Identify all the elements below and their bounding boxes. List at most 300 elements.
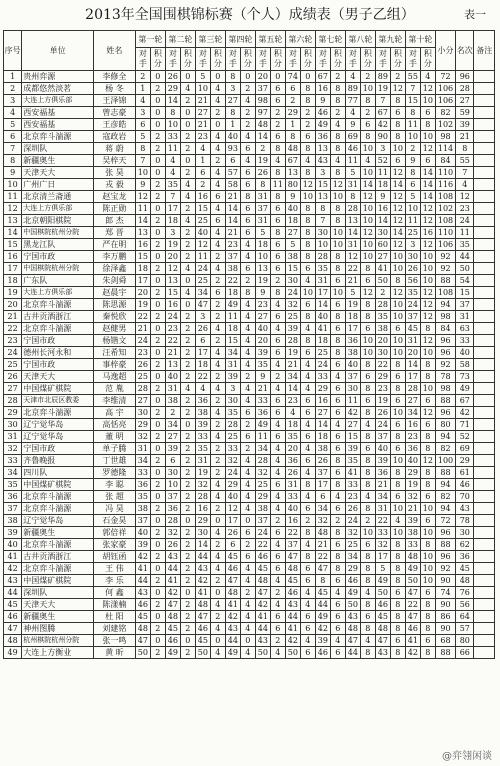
opponent-cell: 44 <box>345 647 360 659</box>
seq-cell: 49 <box>4 647 22 659</box>
header-score: 积分 <box>420 48 435 71</box>
opponent-cell: 41 <box>165 575 180 587</box>
score-cell: 8 <box>420 431 435 443</box>
note-cell <box>474 191 495 203</box>
opponent-cell: 37 <box>225 251 240 263</box>
unit-cell: 辽宁觉华岛 <box>22 431 94 443</box>
table-row <box>4 395 495 407</box>
seq-cell: 36 <box>4 491 22 503</box>
opponent-cell: 17 <box>345 323 360 335</box>
unit-cell: 宁国市政 <box>22 335 94 347</box>
score-cell: 0 <box>210 119 225 131</box>
note-cell <box>474 347 495 359</box>
score-cell: 4 <box>240 383 255 395</box>
opponent-cell: 18 <box>195 359 210 371</box>
score-cell: 6 <box>390 323 405 335</box>
name-cell: 何 鑫 <box>94 587 136 599</box>
note-cell <box>474 575 495 587</box>
seq-cell: 2 <box>4 83 22 95</box>
opponent-cell: 48 <box>255 575 270 587</box>
opponent-cell: 10 <box>405 203 420 215</box>
name-cell: 陈正勋 <box>94 203 136 215</box>
opponent-cell: 27 <box>405 395 420 407</box>
score-cell: 8 <box>360 359 375 371</box>
table-row <box>4 347 495 359</box>
note-cell <box>474 275 495 287</box>
opponent-cell: 27 <box>315 407 330 419</box>
score-cell: 4 <box>270 455 285 467</box>
score-cell: 2 <box>180 143 195 155</box>
opponent-cell: 40 <box>285 503 300 515</box>
opponent-cell: 4 <box>165 155 180 167</box>
opponent-cell: 98 <box>255 95 270 107</box>
opponent-cell: 11 <box>345 155 360 167</box>
opponent-cell: 9 <box>405 155 420 167</box>
score-cell: 8 <box>330 311 345 323</box>
score-cell: 4 <box>300 155 315 167</box>
opponent-cell: 42 <box>315 623 330 635</box>
rank-cell: 15 <box>456 287 474 299</box>
opponent-cell: 8 <box>225 71 240 83</box>
score-cell: 10 <box>360 83 375 95</box>
header-round: 第二轮 <box>165 31 195 48</box>
score-cell: 2 <box>180 95 195 107</box>
name-cell: 杨锴文 <box>94 335 136 347</box>
score-cell: 4 <box>210 227 225 239</box>
score-cell: 4 <box>300 359 315 371</box>
opponent-cell: 35 <box>375 311 390 323</box>
score-cell: 0 <box>180 119 195 131</box>
rank-cell: 58 <box>456 359 474 371</box>
score-cell: 8 <box>330 455 345 467</box>
opponent-cell: 43 <box>225 623 240 635</box>
opponent-cell: 16 <box>135 239 150 251</box>
opponent-cell: 12 <box>135 191 150 203</box>
opponent-cell: 7 <box>375 95 390 107</box>
score-cell: 8 <box>360 647 375 659</box>
header-round: 第四轮 <box>225 31 255 48</box>
score-cell: 0 <box>240 515 255 527</box>
table-row <box>4 191 495 203</box>
opponent-cell: 17 <box>135 275 150 287</box>
score-cell: 4 <box>240 299 255 311</box>
score-cell: 0 <box>210 515 225 527</box>
note-cell <box>474 587 495 599</box>
name-cell: 王泽锦 <box>94 95 136 107</box>
opponent-cell: 48 <box>405 551 420 563</box>
score-cell: 4 <box>240 563 255 575</box>
opponent-cell: 29 <box>405 467 420 479</box>
opponent-cell: 29 <box>255 491 270 503</box>
score-cell: 2 <box>150 239 165 251</box>
opponent-cell: 34 <box>345 551 360 563</box>
total-cell: 110 <box>435 167 455 179</box>
score-cell: 0 <box>180 635 195 647</box>
score-cell: 4 <box>180 179 195 191</box>
opponent-cell: 46 <box>345 575 360 587</box>
name-cell: 事梓豪 <box>94 359 136 371</box>
score-cell: 0 <box>180 587 195 599</box>
unit-cell: 宁国市政 <box>22 251 94 263</box>
score-cell: 2 <box>180 347 195 359</box>
score-cell: 6 <box>360 323 375 335</box>
score-cell: 4 <box>360 419 375 431</box>
score-cell: 8 <box>300 527 315 539</box>
opponent-cell: 8 <box>345 191 360 203</box>
score-cell: 0 <box>150 119 165 131</box>
opponent-cell: 18 <box>315 335 330 347</box>
score-cell: 2 <box>180 539 195 551</box>
total-cell: 94 <box>435 299 455 311</box>
score-cell: 2 <box>150 647 165 659</box>
unit-cell: 成都悠然淡茗 <box>22 83 94 95</box>
score-cell: 4 <box>210 599 225 611</box>
opponent-cell: 39 <box>255 347 270 359</box>
opponent-cell: 37 <box>255 83 270 95</box>
opponent-cell: 46 <box>225 563 240 575</box>
opponent-cell: 32 <box>135 431 150 443</box>
score-cell: 6 <box>240 527 255 539</box>
opponent-cell: 5 <box>135 131 150 143</box>
opponent-cell: 5 <box>345 167 360 179</box>
opponent-cell: 50 <box>405 575 420 587</box>
rank-cell: 66 <box>456 647 474 659</box>
opponent-cell: 41 <box>255 611 270 623</box>
opponent-cell: 6 <box>285 83 300 95</box>
score-cell: 4 <box>210 143 225 155</box>
rank-cell: 37 <box>456 299 474 311</box>
opponent-cell: 12 <box>165 263 180 275</box>
score-cell: 12 <box>390 191 405 203</box>
score-cell: 8 <box>330 551 345 563</box>
score-cell: 4 <box>270 419 285 431</box>
score-cell: 2 <box>150 623 165 635</box>
score-cell: 10 <box>390 311 405 323</box>
score-cell: 6 <box>390 635 405 647</box>
score-cell: 2 <box>150 407 165 419</box>
opponent-cell: 23 <box>135 347 150 359</box>
opponent-cell: 7 <box>165 191 180 203</box>
note-cell <box>474 599 495 611</box>
opponent-cell: 24 <box>405 299 420 311</box>
opponent-cell: 44 <box>315 599 330 611</box>
opponent-cell: 33 <box>405 539 420 551</box>
score-cell: 4 <box>300 599 315 611</box>
rank-cell: 73 <box>456 371 474 383</box>
note-cell <box>474 71 495 83</box>
total-cell: 96 <box>435 335 455 347</box>
header-round: 第一轮 <box>135 31 165 48</box>
score-cell: 2 <box>180 371 195 383</box>
opponent-cell: 28 <box>135 383 150 395</box>
score-cell: 4 <box>210 203 225 215</box>
opponent-cell: 38 <box>285 251 300 263</box>
rank-cell: 11 <box>456 227 474 239</box>
note-cell <box>474 215 495 227</box>
score-cell: 14 <box>420 191 435 203</box>
score-cell: 0 <box>150 323 165 335</box>
name-cell: 高恬亮 <box>94 419 136 431</box>
score-cell: 2 <box>180 467 195 479</box>
opponent-cell: 49 <box>255 419 270 431</box>
opponent-cell: 29 <box>375 371 390 383</box>
opponent-cell: 46 <box>195 623 210 635</box>
seq-cell: 19 <box>4 287 22 299</box>
opponent-cell: 21 <box>405 503 420 515</box>
total-cell: 106 <box>435 239 455 251</box>
score-cell: 12 <box>300 179 315 191</box>
score-cell: 2 <box>360 515 375 527</box>
opponent-cell: 69 <box>345 131 360 143</box>
score-cell: 0 <box>180 419 195 431</box>
score-cell: 2 <box>240 371 255 383</box>
score-cell: 12 <box>390 215 405 227</box>
note-cell <box>474 95 495 107</box>
opponent-cell: 5 <box>195 71 210 83</box>
table-row <box>4 623 495 635</box>
score-cell: 4 <box>300 467 315 479</box>
score-cell: 2 <box>270 587 285 599</box>
score-cell: 10 <box>360 335 375 347</box>
opponent-cell: 58 <box>225 179 240 191</box>
opponent-cell: 21 <box>345 275 360 287</box>
score-cell: 4 <box>210 563 225 575</box>
score-cell: 2 <box>180 131 195 143</box>
name-cell: 蒋 蔚 <box>94 143 136 155</box>
note-cell <box>474 167 495 179</box>
note-cell <box>474 527 495 539</box>
score-cell: 6 <box>330 383 345 395</box>
score-cell: 4 <box>240 599 255 611</box>
opponent-cell: 28 <box>315 251 330 263</box>
score-cell: 2 <box>180 611 195 623</box>
header-round: 第七轮 <box>315 31 345 48</box>
name-cell: 戎 毅 <box>94 179 136 191</box>
unit-cell: 北京朝阳棋院 <box>22 215 94 227</box>
opponent-cell: 8 <box>255 179 270 191</box>
opponent-cell: 29 <box>315 383 330 395</box>
table-row <box>4 587 495 599</box>
score-cell: 8 <box>360 599 375 611</box>
opponent-cell: 15 <box>345 431 360 443</box>
score-cell: 6 <box>420 587 435 599</box>
score-cell: 0 <box>180 71 195 83</box>
note-cell <box>474 299 495 311</box>
opponent-cell: 35 <box>315 263 330 275</box>
opponent-cell: 6 <box>135 119 150 131</box>
opponent-cell: 11 <box>165 143 180 155</box>
opponent-cell: 34 <box>375 491 390 503</box>
table-row <box>4 71 495 83</box>
score-cell: 2 <box>210 311 225 323</box>
score-cell: 8 <box>390 431 405 443</box>
score-cell: 2 <box>150 131 165 143</box>
note-cell <box>474 239 495 251</box>
opponent-cell: 1 <box>195 155 210 167</box>
score-cell: 4 <box>240 479 255 491</box>
opponent-cell: 8 <box>315 575 330 587</box>
score-cell: 6 <box>330 299 345 311</box>
opponent-cell: 13 <box>315 143 330 155</box>
unit-cell: 新疆奥生 <box>22 611 94 623</box>
score-cell: 6 <box>270 203 285 215</box>
score-cell: 8 <box>420 647 435 659</box>
opponent-cell: 40 <box>405 455 420 467</box>
opponent-cell: 45 <box>165 623 180 635</box>
score-cell: 10 <box>360 203 375 215</box>
total-cell: 100 <box>435 455 455 467</box>
opponent-cell: 28 <box>225 419 240 431</box>
total-cell: 72 <box>435 71 455 83</box>
opponent-cell: 14 <box>165 95 180 107</box>
total-cell: 90 <box>435 599 455 611</box>
unit-cell: 北京弈斗湍源 <box>22 563 94 575</box>
total-cell: 88 <box>435 539 455 551</box>
score-cell: 8 <box>270 167 285 179</box>
unit-cell: 神州图腾 <box>22 623 94 635</box>
opponent-cell: 32 <box>345 527 360 539</box>
table-row <box>4 455 495 467</box>
total-cell: 92 <box>435 263 455 275</box>
score-cell: 4 <box>210 383 225 395</box>
score-cell: 2 <box>150 179 165 191</box>
score-cell: 10 <box>330 191 345 203</box>
score-cell: 10 <box>420 263 435 275</box>
opponent-cell: 20 <box>135 287 150 299</box>
opponent-cell: 41 <box>135 563 150 575</box>
score-cell: 4 <box>270 503 285 515</box>
opponent-cell: 40 <box>195 227 210 239</box>
score-cell: 6 <box>330 623 345 635</box>
opponent-cell: 19 <box>165 239 180 251</box>
opponent-cell: 1 <box>285 119 300 131</box>
score-cell: 6 <box>330 575 345 587</box>
opponent-cell: 14 <box>345 227 360 239</box>
score-cell: 6 <box>300 575 315 587</box>
opponent-cell: 25 <box>405 227 420 239</box>
header-score: 积分 <box>300 48 315 71</box>
name-cell: 张 超 <box>94 491 136 503</box>
table-row <box>4 251 495 263</box>
score-cell: 4 <box>240 455 255 467</box>
score-cell: 2 <box>180 503 195 515</box>
opponent-cell: 23 <box>405 431 420 443</box>
opponent-cell: 34 <box>285 371 300 383</box>
score-cell: 4 <box>210 431 225 443</box>
opponent-cell: 48 <box>285 563 300 575</box>
score-cell: 6 <box>360 443 375 455</box>
score-cell: 2 <box>180 599 195 611</box>
score-cell: 4 <box>210 551 225 563</box>
rank-cell: 12 <box>456 191 474 203</box>
rank-cell: 71 <box>456 419 474 431</box>
opponent-cell: 40 <box>375 443 390 455</box>
opponent-cell: 23 <box>195 131 210 143</box>
opponent-cell: 36 <box>315 131 330 143</box>
score-cell: 6 <box>270 311 285 323</box>
score-cell: 2 <box>390 71 405 83</box>
seq-cell: 13 <box>4 215 22 227</box>
opponent-cell: 45 <box>255 563 270 575</box>
total-cell: 90 <box>435 575 455 587</box>
opponent-cell: 24 <box>315 359 330 371</box>
score-cell: 0 <box>150 155 165 167</box>
total-cell: 110 <box>435 227 455 239</box>
note-cell <box>474 203 495 215</box>
score-cell: 6 <box>270 611 285 623</box>
score-cell: 2 <box>180 455 195 467</box>
score-cell: 8 <box>300 167 315 179</box>
score-cell: 6 <box>390 371 405 383</box>
unit-cell: 宁国市政 <box>22 359 94 371</box>
rank-cell: 80 <box>456 635 474 647</box>
score-cell: 2 <box>180 311 195 323</box>
seq-cell: 41 <box>4 551 22 563</box>
score-cell: 2 <box>180 443 195 455</box>
rank-cell: 43 <box>456 503 474 515</box>
score-cell: 6 <box>240 179 255 191</box>
score-cell: 6 <box>330 467 345 479</box>
opponent-cell: 20 <box>375 335 390 347</box>
score-cell: 2 <box>180 431 195 443</box>
score-cell: 4 <box>240 467 255 479</box>
header-opponent: 对手 <box>285 48 300 71</box>
score-cell: 6 <box>270 263 285 275</box>
opponent-cell: 41 <box>285 623 300 635</box>
name-cell: 王彦皓 <box>94 119 136 131</box>
score-cell: 2 <box>150 311 165 323</box>
opponent-cell: 22 <box>315 551 330 563</box>
opponent-cell: 30 <box>285 275 300 287</box>
name-cell: 杜 阳 <box>94 611 136 623</box>
rank-cell: 76 <box>456 587 474 599</box>
header-opponent: 对手 <box>405 48 420 71</box>
opponent-cell: 35 <box>165 179 180 191</box>
opponent-cell: 42 <box>345 407 360 419</box>
total-cell: 82 <box>435 491 455 503</box>
opponent-cell: 16 <box>285 515 300 527</box>
score-cell: 8 <box>420 611 435 623</box>
score-cell: 6 <box>420 491 435 503</box>
opponent-cell: 27 <box>165 431 180 443</box>
score-cell: 4 <box>240 623 255 635</box>
rank-cell: 46 <box>456 479 474 491</box>
score-cell: 2 <box>180 491 195 503</box>
score-cell: 8 <box>360 131 375 143</box>
score-cell: 6 <box>210 191 225 203</box>
seq-cell: 4 <box>4 107 22 119</box>
opponent-cell: 45 <box>375 611 390 623</box>
opponent-cell: 49 <box>225 299 240 311</box>
score-cell: 8 <box>390 551 405 563</box>
score-cell: 6 <box>240 215 255 227</box>
table-row <box>4 119 495 131</box>
note-cell <box>474 227 495 239</box>
opponent-cell: 4 <box>195 383 210 395</box>
opponent-cell: 34 <box>165 419 180 431</box>
opponent-cell: 21 <box>255 383 270 395</box>
seq-cell: 47 <box>4 623 22 635</box>
opponent-cell: 48 <box>345 623 360 635</box>
opponent-cell: 48 <box>255 119 270 131</box>
rank-cell: 28 <box>456 83 474 95</box>
opponent-cell: 19 <box>285 347 300 359</box>
opponent-cell: 50 <box>375 275 390 287</box>
score-cell: 12 <box>390 167 405 179</box>
seq-cell: 8 <box>4 155 22 167</box>
opponent-cell: 21 <box>165 347 180 359</box>
opponent-cell: 19 <box>375 83 390 95</box>
